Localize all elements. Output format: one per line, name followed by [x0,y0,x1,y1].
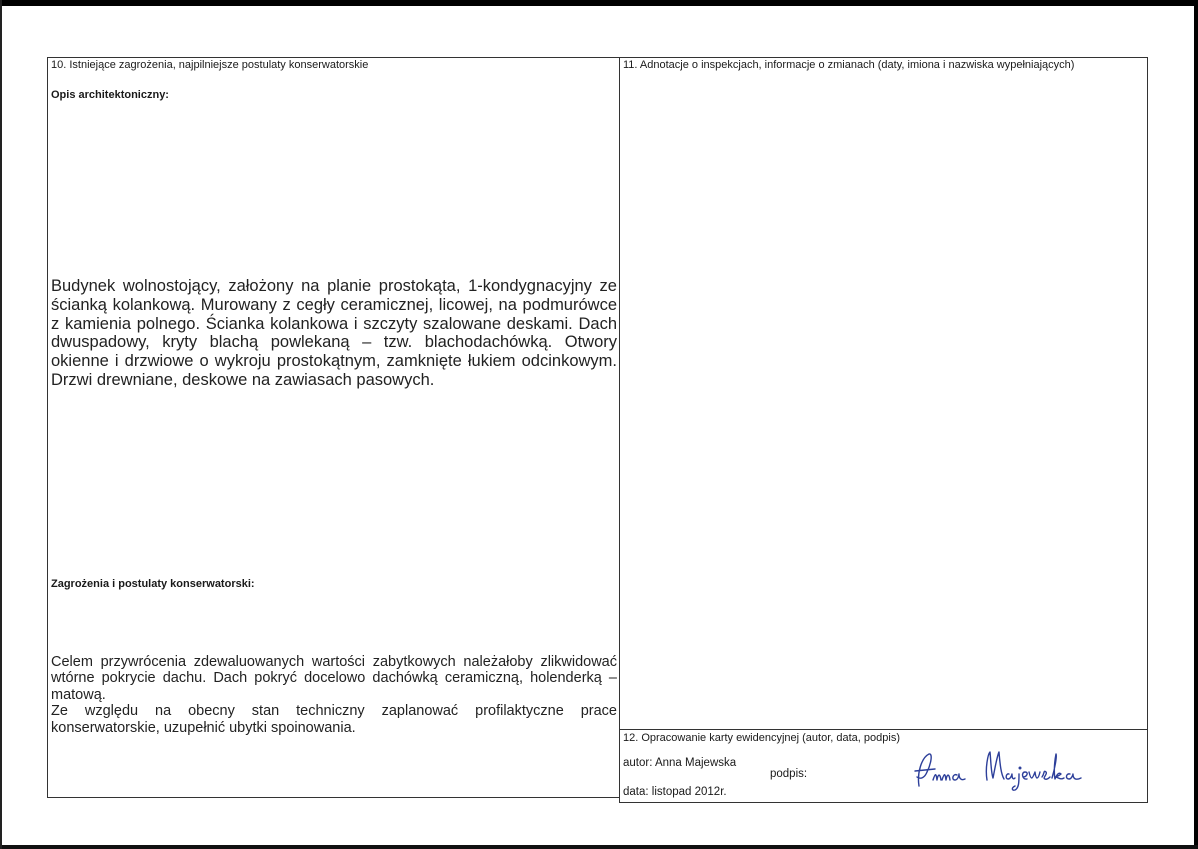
arch-description-heading: Opis architektoniczny: [51,89,169,101]
scan-edge-left [0,0,2,849]
scan-edge-right [1194,0,1198,849]
threats-heading: Zagrożenia i postulaty konserwatorski: [51,578,255,590]
scan-edge-top [0,0,1198,6]
threats-text [51,654,617,736]
threats-text-paragraph-1: Celem przywrócenia zdewaluowanych wartości zabytkowych należałoby zlikwidować wtórne pokrycie dachu. Dach pokryć docelowo dachówką ceramiczną, holenderką – matową. [51,654,617,703]
section-12-box [619,729,1148,803]
date-line: data: listopad 2012r. [623,786,727,798]
signature-label: podpis: [770,768,808,780]
section-10-header: 10. Istniejące zagrożenia, najpilniejsze postulaty konserwatorskie [51,59,369,71]
section-11-box [619,57,1148,730]
section-12-header: 12. Opracowanie karty ewidencyjnej (autor, data, podpis) [623,732,900,744]
author-line: autor: Anna Majewska [623,757,737,769]
threats-text-paragraph-2: Ze względu na obecny stan techniczny zaplanować profilaktyczne prace konserwatorskie, uzupełnić ubytki spoinowania. [51,703,617,736]
scan-edge-bottom [0,845,1198,849]
section-11-header: 11. Adnotacje o inspekcjach, informacje o zmianach (daty, imiona i nazwiska wypełniających) [623,59,1075,71]
section-10-box [47,57,620,798]
handwritten-signature [909,744,1099,794]
arch-description-text: Budynek wolnostojący, założony na planie prostokąta, 1-kondygnacyjny ze ścianką kolankową. Murowany z cegły ceramicznej, licowej, na podmurówce z kamienia polnego. Ścianka kolankowa i szczyty szalowane deskami. Dach dwuspadowy, kryty blachą powlekaną – tzw. blachodachówką. Otwory okienne i drzwiowe o wykroju prostokątnym, zamknięte łukiem odcinkowym. Drzwi drewniane, deskowe na zawiasach pasowych. [51,277,617,389]
